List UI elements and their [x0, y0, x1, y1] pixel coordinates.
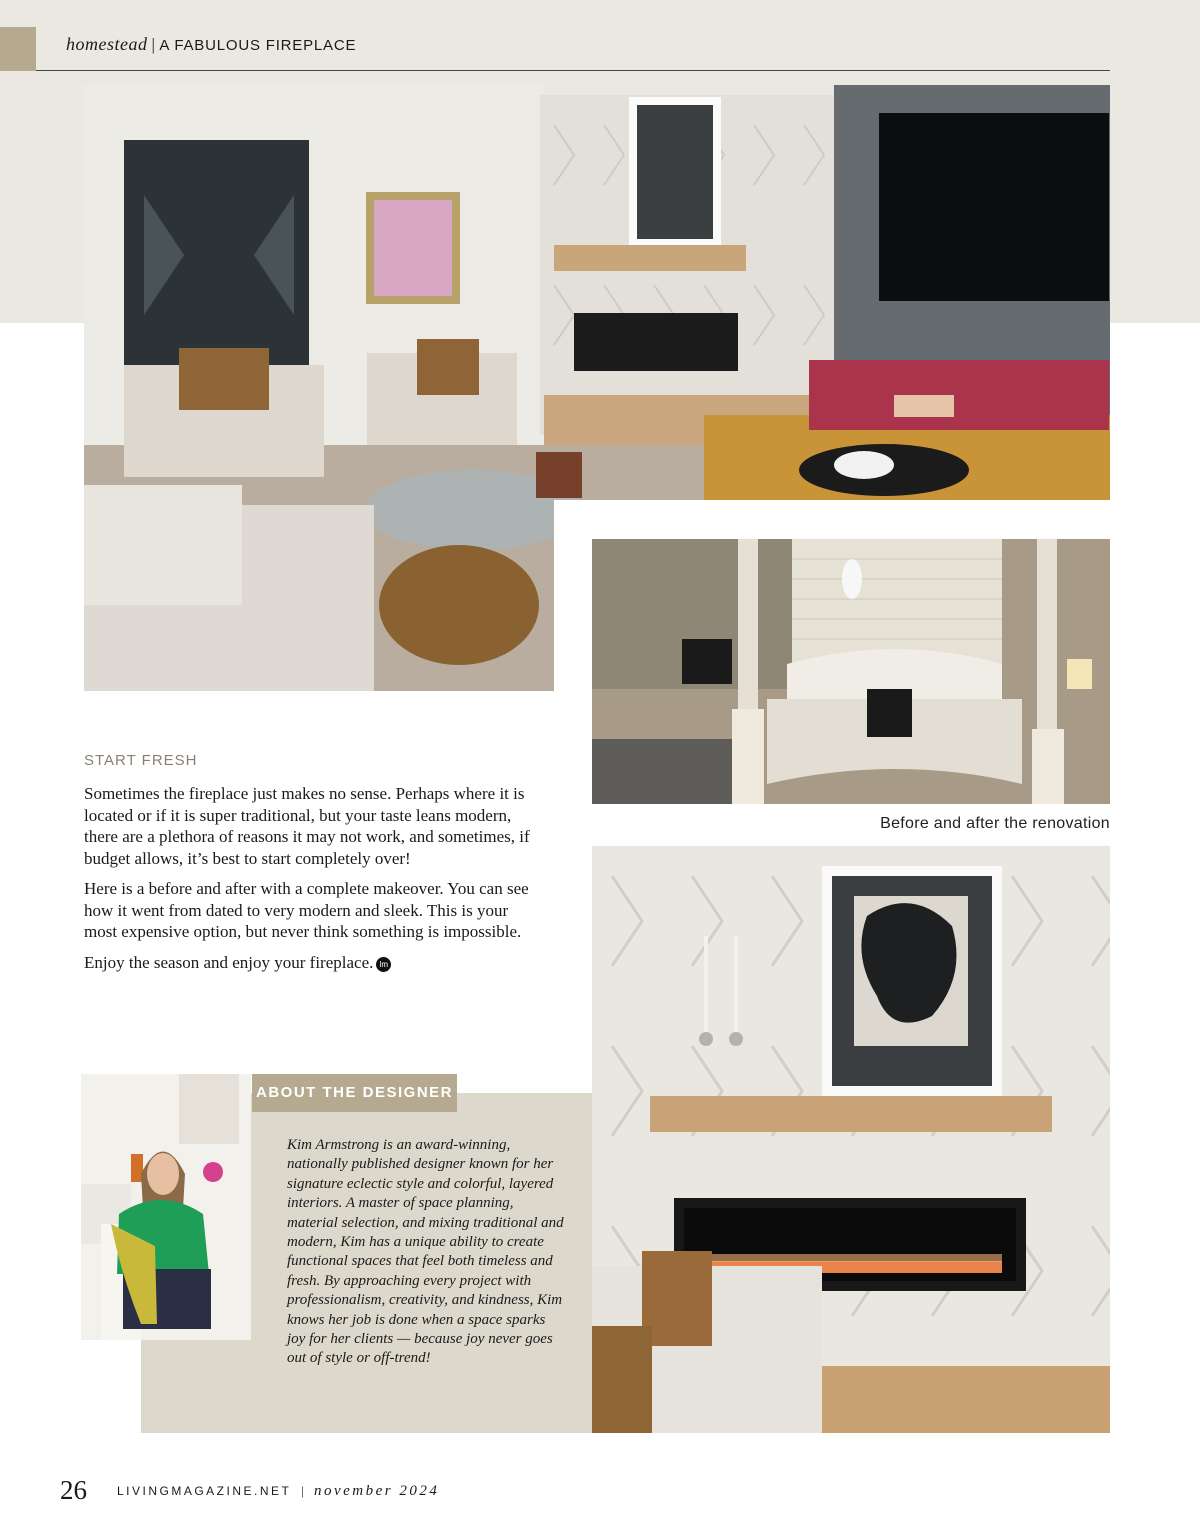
- endmark-icon: lm: [376, 957, 391, 972]
- footer-site: LIVINGMAGAZINE.NET: [117, 1484, 292, 1498]
- header-section: homestead: [66, 34, 148, 54]
- section-tab-marker: [0, 27, 36, 71]
- designer-portrait: [81, 1074, 251, 1340]
- after-renovation-photo: [592, 846, 1110, 1433]
- running-header: [66, 34, 356, 55]
- photo-caption: Before and after the renovation: [880, 815, 1110, 832]
- footer-issue: november 2024: [313, 1483, 440, 1499]
- header-topic: A FABULOUS FIREPLACE: [159, 37, 357, 54]
- closing-paragraph: [84, 952, 536, 974]
- paragraph-2: Here is a before and after with a complete makeover. You can see how it went from dated to very modern and sleek. This is your most expensive option, but never think something is impossible.: [84, 879, 529, 941]
- page-number: 26: [60, 1475, 87, 1505]
- designer-bio: Kim Armstrong is an award-winning, nationally published designer known for her signature eclectic style and colorful, layered interiors. A master of space planning, material selection, and mixing traditional and modern, Kim has a unique ability to create functional spaces that feel both timeless and fresh. By approaching every project with professionalism, creativity, and kindness, Kim knows her job is done when a space sparks joy for her clients — because joy never goes out of style or off-trend!: [287, 1137, 564, 1367]
- paragraph-1: Sometimes the fireplace just makes no sense. Perhaps where it is located or if it is super traditional, but your taste leans modern, there are a plethora of reasons it may not work, and sometimes, if budget allows, it’s best to start completely over!: [84, 784, 530, 868]
- before-renovation-photo: [592, 539, 1110, 804]
- header-rule: [36, 70, 1110, 71]
- about-designer-tag: ABOUT THE DESIGNER: [252, 1074, 457, 1112]
- closing-text: Enjoy the season and enjoy your fireplace.: [84, 952, 374, 972]
- header-separator: |: [151, 35, 156, 54]
- section-subhead: START FRESH: [84, 752, 198, 769]
- article-body: [84, 783, 536, 982]
- page-footer: [60, 1475, 439, 1506]
- footer-separator: |: [301, 1483, 304, 1498]
